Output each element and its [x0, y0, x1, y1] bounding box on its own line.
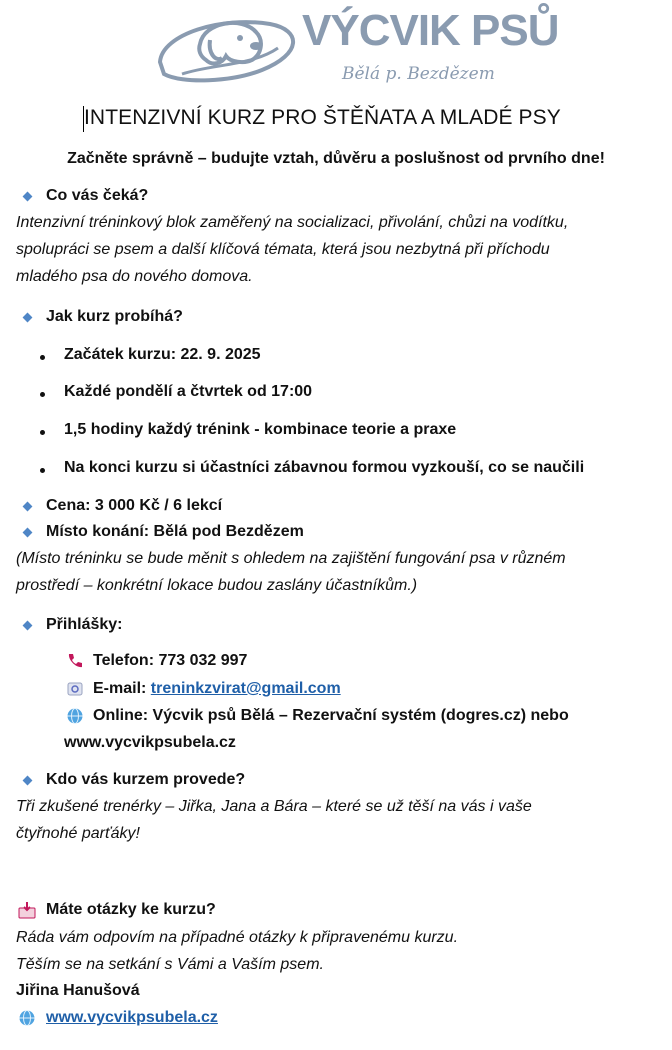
subtitle: Začněte správně – budujte vztah, důvěru a poslušnost od prvního dne!	[67, 150, 605, 167]
bullet-dot-icon	[40, 430, 45, 435]
bullet-diamond-icon	[23, 776, 33, 786]
section-heading-signup: Přihlášky:	[46, 616, 123, 633]
what-line: Intenzivní tréninkový blok zaměřený na socializaci, přivolání, chůzi na vodítku,	[16, 214, 569, 231]
how-item: Začátek kurzu: 22. 9. 2025	[64, 346, 261, 363]
contact-web	[46, 1009, 218, 1027]
globe-icon	[18, 1009, 36, 1027]
bullet-dot-icon	[40, 468, 45, 473]
bullet-diamond-icon	[23, 621, 33, 631]
bullet-diamond-icon	[23, 192, 33, 202]
section-heading-place: Místo konání: Bělá pod Bezdězem	[46, 523, 304, 540]
contact-line: Těším se na setkání s Vámi a Vaším psem.	[16, 956, 324, 973]
section-heading-what: Co vás čeká?	[46, 187, 149, 204]
email-icon	[66, 680, 84, 698]
place-line: (Místo tréninku se bude měnit s ohledem na zajištění fungování psa v různém	[16, 550, 566, 567]
inbox-icon	[18, 901, 36, 919]
email-label: E-mail:	[93, 680, 151, 697]
logo-brand: VÝCVIK PSŮ	[302, 6, 559, 55]
how-item: 1,5 hodiny každý trénink - kombinace teorie a praxe	[64, 421, 457, 438]
globe-icon	[66, 707, 84, 725]
section-heading-trainers: Kdo vás kurzem provede?	[46, 771, 246, 788]
how-item: Každé pondělí a čtvrtek od 17:00	[64, 383, 313, 400]
website-link[interactable]: www.vycvikpsubela.cz	[46, 1009, 218, 1026]
logo	[152, 4, 559, 90]
place-line: prostředí – konkrétní lokace budou zaslány účastníkům.)	[16, 577, 418, 594]
bullet-diamond-icon	[23, 313, 33, 323]
trainers-line: čtyřnohé parťáky!	[16, 825, 140, 842]
logo-location: Bělá p. Bezdězem	[342, 64, 495, 84]
contact-line: Ráda vám odpovím na případné otázky k připravenému kurzu.	[16, 929, 459, 946]
signup-online: Online: Výcvik psů Bělá – Rezervační systém (dogres.cz) nebo	[93, 707, 569, 724]
price: Cena: 3 000 Kč / 6 lekcí	[46, 497, 223, 514]
section-heading-how: Jak kurz probíhá?	[46, 308, 183, 325]
bullet-dot-icon	[40, 392, 45, 397]
bullet-diamond-icon	[23, 528, 33, 538]
what-line: mladého psa do nového domova.	[16, 268, 253, 285]
bullet-diamond-icon	[23, 502, 33, 512]
section-heading-contact: Máte otázky ke kurzu?	[46, 901, 216, 918]
trainers-line: Tři zkušené trenérky – Jiřka, Jana a Bára – které se už těší na vás i vaše	[16, 798, 532, 815]
what-line: spolupráci se psem a další klíčová témata, která jsou nezbytná při příchodu	[16, 241, 550, 258]
contact-name: Jiřina Hanušová	[16, 982, 140, 999]
signup-phone: Telefon: 773 032 997	[93, 652, 248, 669]
phone-icon	[66, 652, 84, 670]
signup-online-url: www.vycvikpsubela.cz	[64, 734, 236, 751]
signup-email	[93, 680, 341, 698]
page-title: INTENZIVNÍ KURZ PRO ŠTĚŇATA A MLADÉ PSY	[84, 106, 561, 129]
how-item: Na konci kurzu si účastníci zábavnou formou vyzkouší, co se naučili	[64, 459, 585, 476]
email-link[interactable]: treninkzvirat@gmail.com	[150, 680, 341, 697]
bullet-dot-icon	[40, 355, 45, 360]
